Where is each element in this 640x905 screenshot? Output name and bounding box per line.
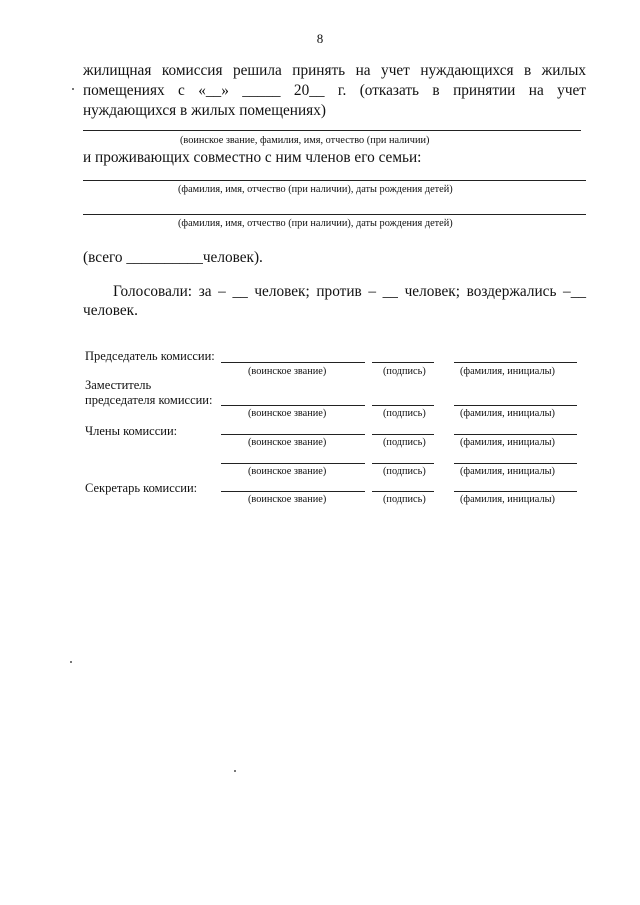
family-line-1 [83, 180, 586, 181]
member-1-signature-caption: (подпись) [383, 437, 426, 448]
serviceman-name-line [83, 130, 581, 131]
decision-paragraph: жилищная комиссия решила принять на учет нуждающихся в жилых помещениях с «__» _____ 20__ г. (отказать в принятии на учет нуждающихся в жилых помещениях) [83, 62, 586, 119]
scan-speck [72, 88, 74, 90]
deputy-name-caption: (фамилия, инициалы) [460, 408, 555, 419]
secretary-rank-caption: (воинское звание) [248, 494, 327, 505]
deputy-label-line-1: Заместитель [85, 378, 152, 392]
serviceman-caption: (воинское звание, фамилия, имя, отчество (при наличии) [180, 135, 430, 146]
member-2-rank-caption: (воинское звание) [248, 466, 327, 477]
chairman-rank-caption: (воинское звание) [248, 366, 327, 377]
scan-speck [234, 770, 236, 772]
member-1-rank-caption: (воинское звание) [248, 437, 327, 448]
total-persons-text: (всего __________человек). [83, 249, 263, 266]
secretary-label: Секретарь комиссии: [85, 481, 198, 495]
deputy-rank-caption: (воинское звание) [248, 408, 327, 419]
members-label: Члены комиссии: [85, 424, 178, 438]
deputy-signature-caption: (подпись) [383, 408, 426, 419]
family-caption-1: (фамилия, имя, отчество (при наличии), даты рождения детей) [178, 184, 453, 195]
member-2-rank-line [221, 463, 365, 464]
chairman-name-line [454, 362, 577, 363]
deputy-name-line [454, 405, 577, 406]
family-line-2 [83, 214, 586, 215]
deputy-signature-line [372, 405, 434, 406]
secretary-signature-line [372, 491, 434, 492]
chairman-rank-line [221, 362, 365, 363]
member-1-rank-line [221, 434, 365, 435]
member-2-signature-line [372, 463, 434, 464]
chairman-label: Председатель комиссии: [85, 349, 215, 363]
secretary-signature-caption: (подпись) [383, 494, 426, 505]
deputy-label-line-2: председателя комиссии: [85, 393, 213, 407]
chairman-signature-line [372, 362, 434, 363]
member-1-name-line [454, 434, 577, 435]
member-2-signature-caption: (подпись) [383, 466, 426, 477]
vote-paragraph: Голосовали: за – __ человек; против – __ человек; воздержались –__ человек. [83, 283, 586, 319]
deputy-rank-line [221, 405, 365, 406]
member-1-name-caption: (фамилия, инициалы) [460, 437, 555, 448]
family-caption-2: (фамилия, имя, отчество (при наличии), даты рождения детей) [178, 218, 453, 229]
page-number: 8 [316, 31, 324, 46]
secretary-rank-line [221, 491, 365, 492]
secretary-name-caption: (фамилия, инициалы) [460, 494, 555, 505]
chairman-signature-caption: (подпись) [383, 366, 426, 377]
family-intro-text: и проживающих совместно с ним членов его семьи: [83, 149, 422, 166]
member-2-name-line [454, 463, 577, 464]
member-1-signature-line [372, 434, 434, 435]
secretary-name-line [454, 491, 577, 492]
member-2-name-caption: (фамилия, инициалы) [460, 466, 555, 477]
scan-speck [70, 661, 72, 663]
chairman-name-caption: (фамилия, инициалы) [460, 366, 555, 377]
